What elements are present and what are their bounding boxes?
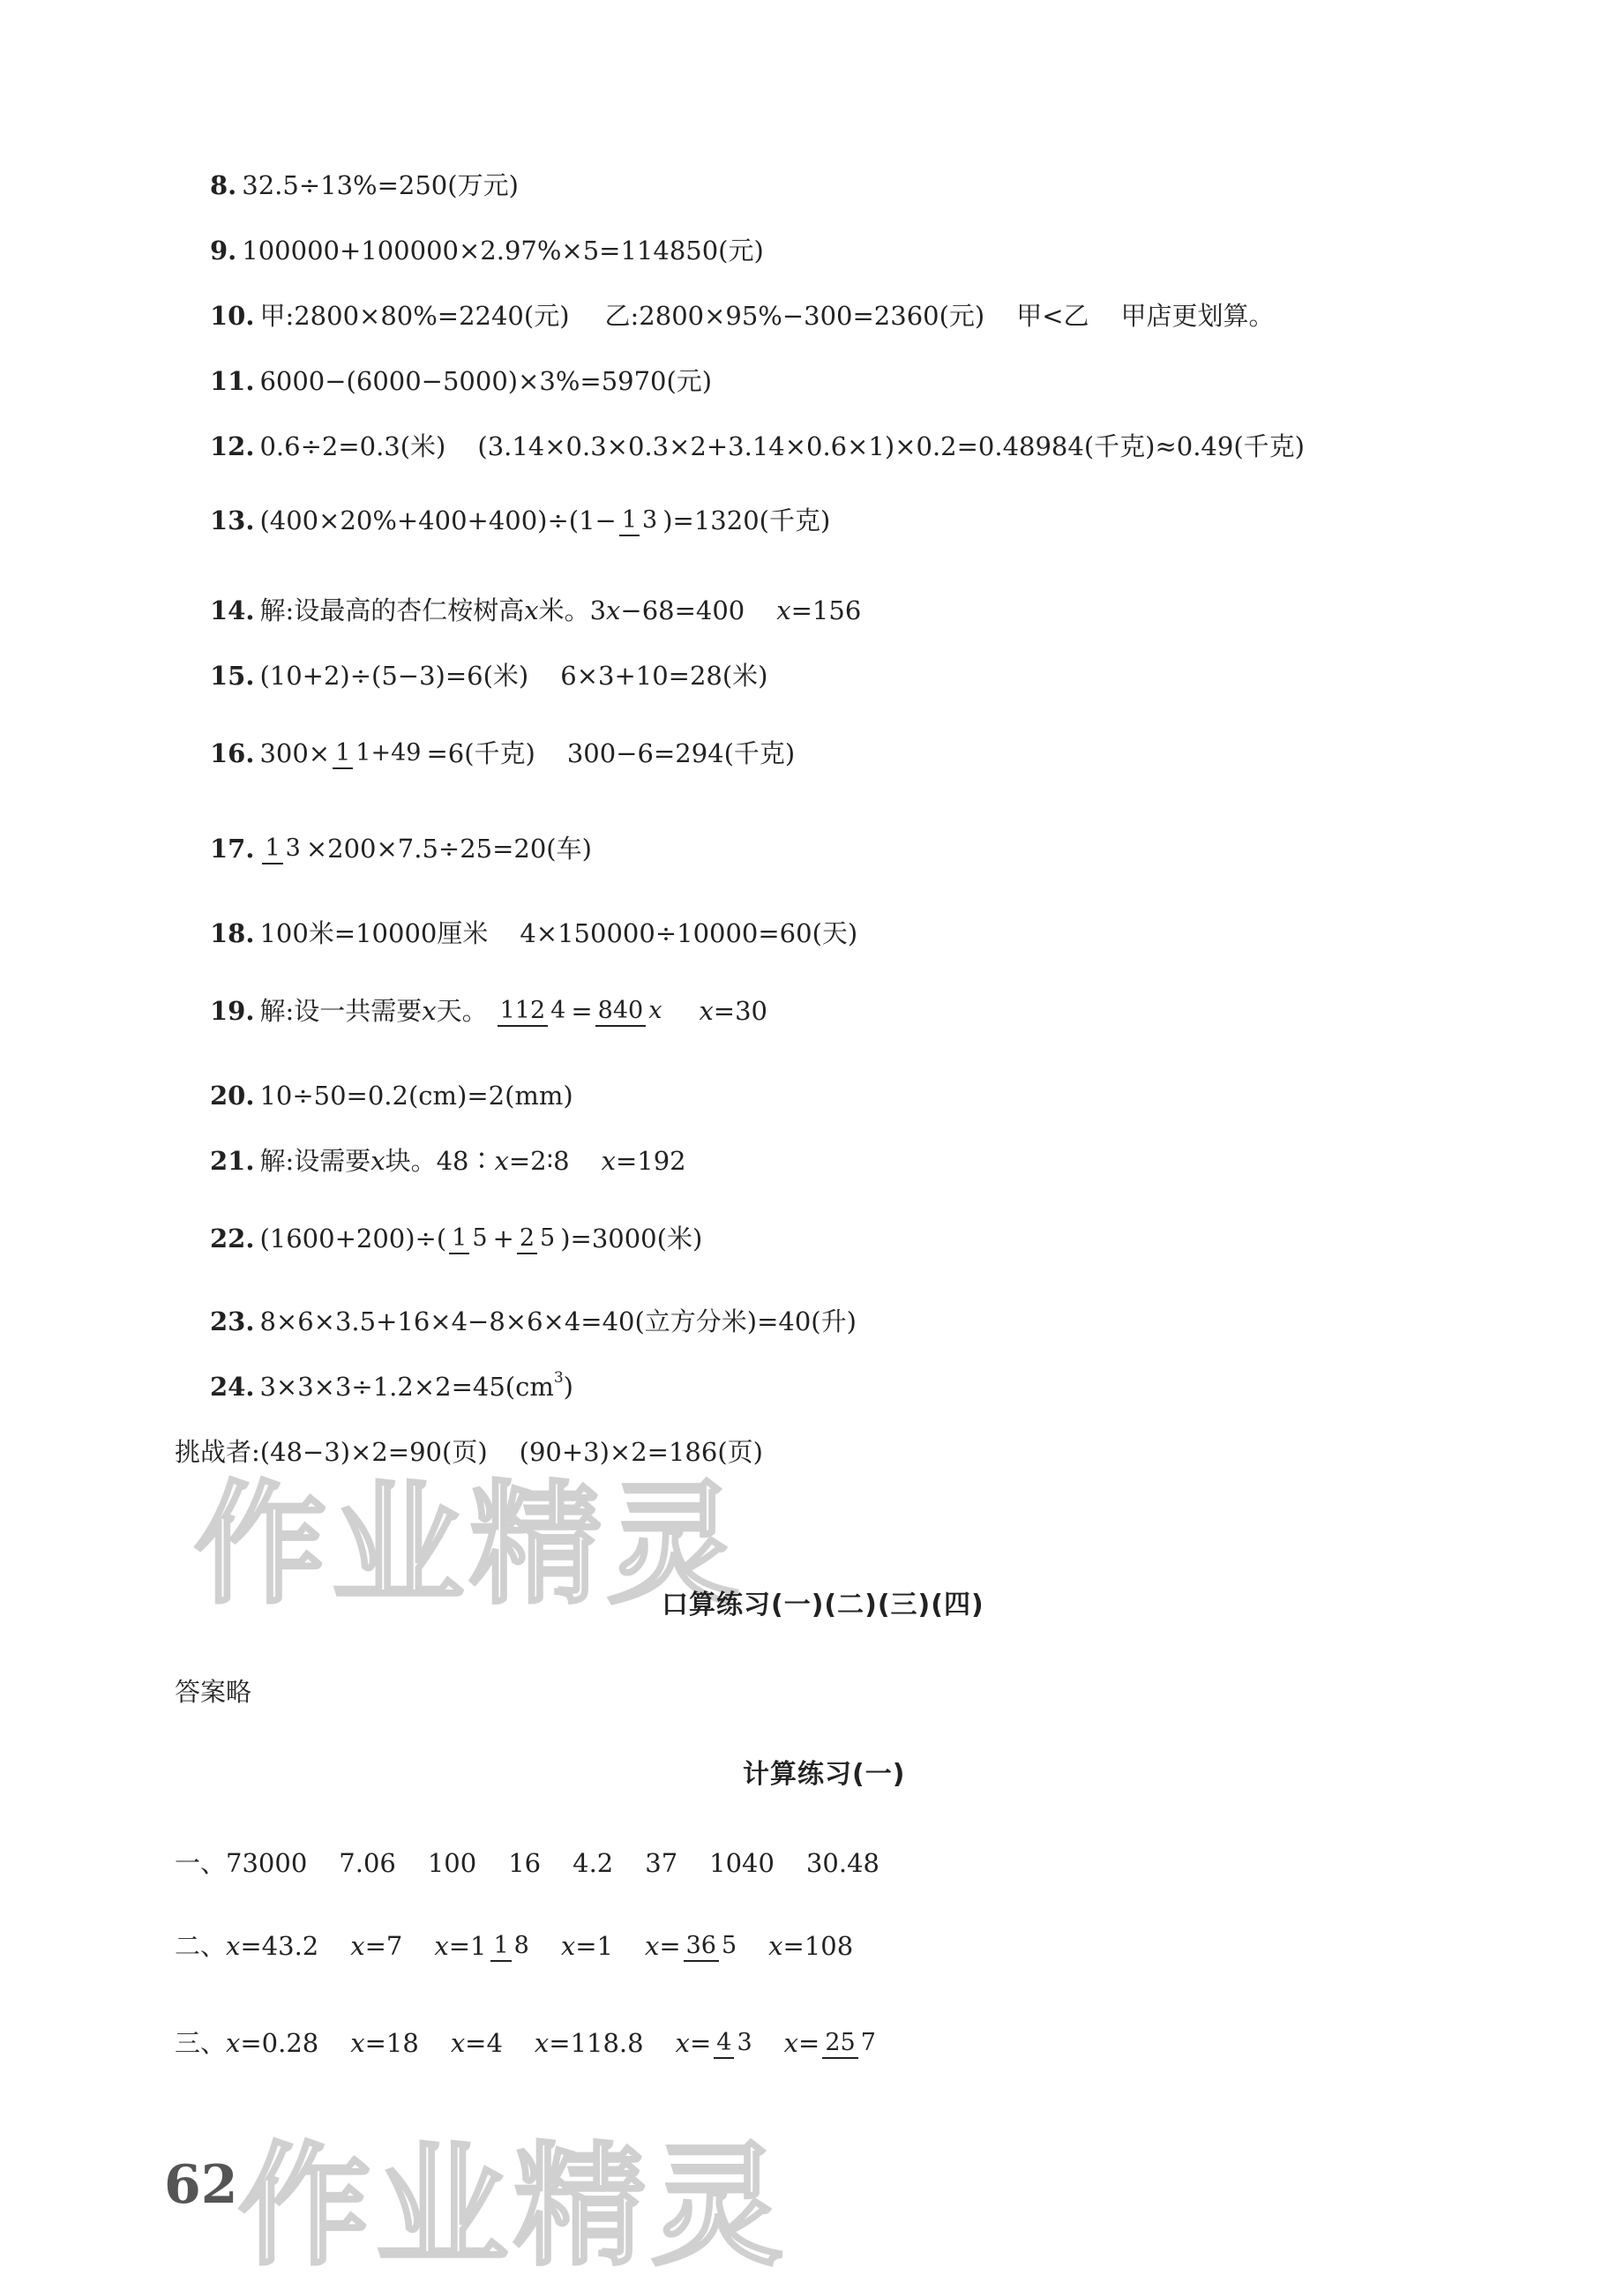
fraction: 840 x (595, 996, 665, 1027)
answer-14: 14. 解:设最高的杏仁桉树高 x 米。3 x −68=400 x =156 (210, 595, 862, 625)
section-title-calc: 计算练习(一) (743, 1759, 906, 1790)
answer-13: 13. (400×20%+400+400)÷(1− 1 3 )=1320(千克) (210, 505, 831, 535)
calc-row-2: 二、 x =43.2 x =7 x =1 1 8 x =1 x = 36 5 x =108 (175, 1931, 854, 1961)
answer-16: 16. 300× 1 1+49 =6(千克) 300−6=294(千克) (210, 738, 796, 768)
answer-24: 24. 3×3×3÷1.2×2=45(cm $^3$ ) (210, 1369, 573, 1402)
answer-19: 19. 解:设一共需要 x 天。 112 4 = 840 x x =30 (210, 996, 767, 1026)
answer-9: 9. 100000+100000×2.97%×5=114850(元) (210, 236, 764, 266)
challenge-answer: 挑战者:(48−3)×2=90(页) (90+3)×2=186(页) (175, 1437, 763, 1467)
answer-11: 11. 6000−(6000−5000)×3%=5970(元) (210, 366, 713, 396)
fraction: 1 5 (449, 1224, 490, 1254)
watermark: 作业精灵 (238, 2130, 790, 2284)
answer-12: 12. 0.6÷2=0.3(米) (3.14×0.3×0.3×2+3.14×0.6×1)×0.2=0.48984(千克)≈0.49(千克) (210, 431, 1305, 461)
answer-17: 17. 1 3 ×200×7.5÷25=20(车) (210, 834, 592, 864)
answer-23: 23. 8×6×3.5+16×4−8×6×4=40(立方分米)=40(升) (210, 1306, 857, 1336)
answer-22: 22. (1600+200)÷( 1 5 + 2 5 )=3000(米) (210, 1224, 703, 1254)
watermark: 作业精灵 (194, 1469, 745, 1622)
fraction: 1 3 (262, 834, 303, 864)
answer-21: 21. 解:设需要 x 块。48∶ x =2∶8 x =192 (210, 1146, 686, 1176)
answer-10: 10. 甲:2800×80%=2240(元) 乙:2800×95%−300=2360(元) 甲<乙 甲店更划算。 (210, 301, 1275, 331)
fraction: 2 5 (517, 1224, 558, 1254)
fraction: 1 8 (490, 1931, 531, 1962)
answer-8: 8. 32.5÷13%=250(万元) (210, 170, 519, 200)
fraction: 36 5 (684, 1931, 740, 1962)
answer-15: 15. (10+2)÷(5−3)=6(米) 6×3+10=28(米) (210, 661, 768, 691)
fraction: 4 3 (714, 2028, 754, 2059)
fraction: 1 1+49 (333, 738, 423, 769)
calc-row-3: 三、 x =0.28 x =18 x =4 x =118.8 x = 4 3 x = 25 7 (175, 2025, 881, 2061)
answer-18: 18. 100米=10000厘米 4×150000÷10000=60(天) (210, 918, 858, 948)
fraction: 1 3 (619, 505, 660, 536)
section-body-oral: 答案略 (175, 1677, 252, 1707)
page-number: 62 (164, 2154, 238, 2216)
calc-row-1: 一、 73000 7.06 100 16 4.2 37 1040 30.48 (175, 1848, 879, 1878)
answer-20: 20. 10÷50=0.2(cm)=2(mm) (210, 1081, 573, 1111)
fraction: 25 7 (822, 2028, 879, 2059)
fraction: 112 4 (498, 996, 569, 1027)
section-title-oral: 口算练习(一)(二)(三)(四) (662, 1590, 984, 1620)
